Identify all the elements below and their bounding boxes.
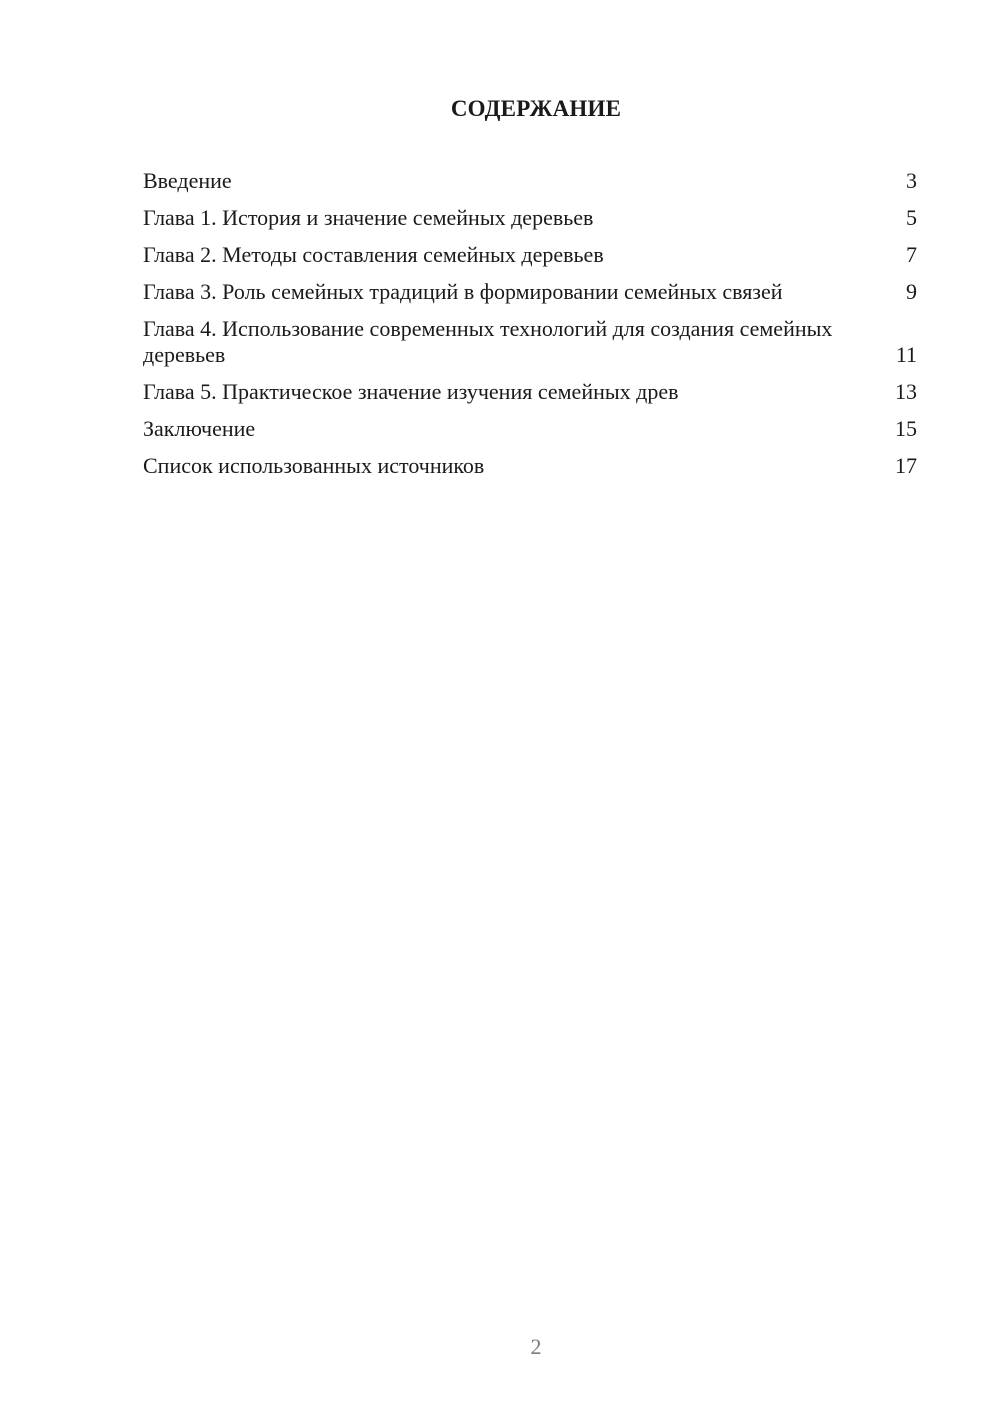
toc-entry-page: 7 xyxy=(906,242,917,267)
toc-entry-title: Глава 2. Методы составления семейных деревьев xyxy=(143,242,604,267)
page-title: СОДЕРЖАНИЕ xyxy=(450,96,622,121)
page-number: 2 xyxy=(530,1334,542,1359)
toc-entry-title: Глава 4. Использование современных технологий для создания семейных деревьев xyxy=(143,316,833,367)
toc-entry-page: 13 xyxy=(895,379,917,404)
toc-entry-title: Введение xyxy=(143,168,232,193)
toc-entry-title: Список использованных источников xyxy=(143,453,485,478)
toc-entry-chapter-3 xyxy=(143,279,919,305)
toc-entry-chapter-4 xyxy=(143,316,919,368)
toc-entry-references xyxy=(143,453,919,479)
table-of-contents xyxy=(143,168,919,490)
toc-entry-chapter-5 xyxy=(143,379,919,405)
toc-entry-page: 17 xyxy=(895,453,917,478)
toc-entry-page: 11 xyxy=(895,342,917,367)
toc-entry-chapter-1 xyxy=(143,205,919,231)
toc-entry-conclusion xyxy=(143,416,919,442)
toc-entry-chapter-2 xyxy=(143,242,919,268)
toc-entry-title: Глава 3. Роль семейных традиций в формировании семейных связей xyxy=(143,279,783,304)
toc-entry-title: Заключение xyxy=(143,416,256,441)
toc-entry-page: 5 xyxy=(906,205,917,230)
toc-entry-title: Глава 1. История и значение семейных деревьев xyxy=(143,205,594,230)
toc-entry-page: 3 xyxy=(906,168,917,193)
toc-entry-title: Глава 5. Практическое значение изучения семейных древ xyxy=(143,379,679,404)
toc-entry-introduction xyxy=(143,168,919,194)
toc-entry-page: 15 xyxy=(895,416,917,441)
toc-entry-page: 9 xyxy=(906,279,917,304)
